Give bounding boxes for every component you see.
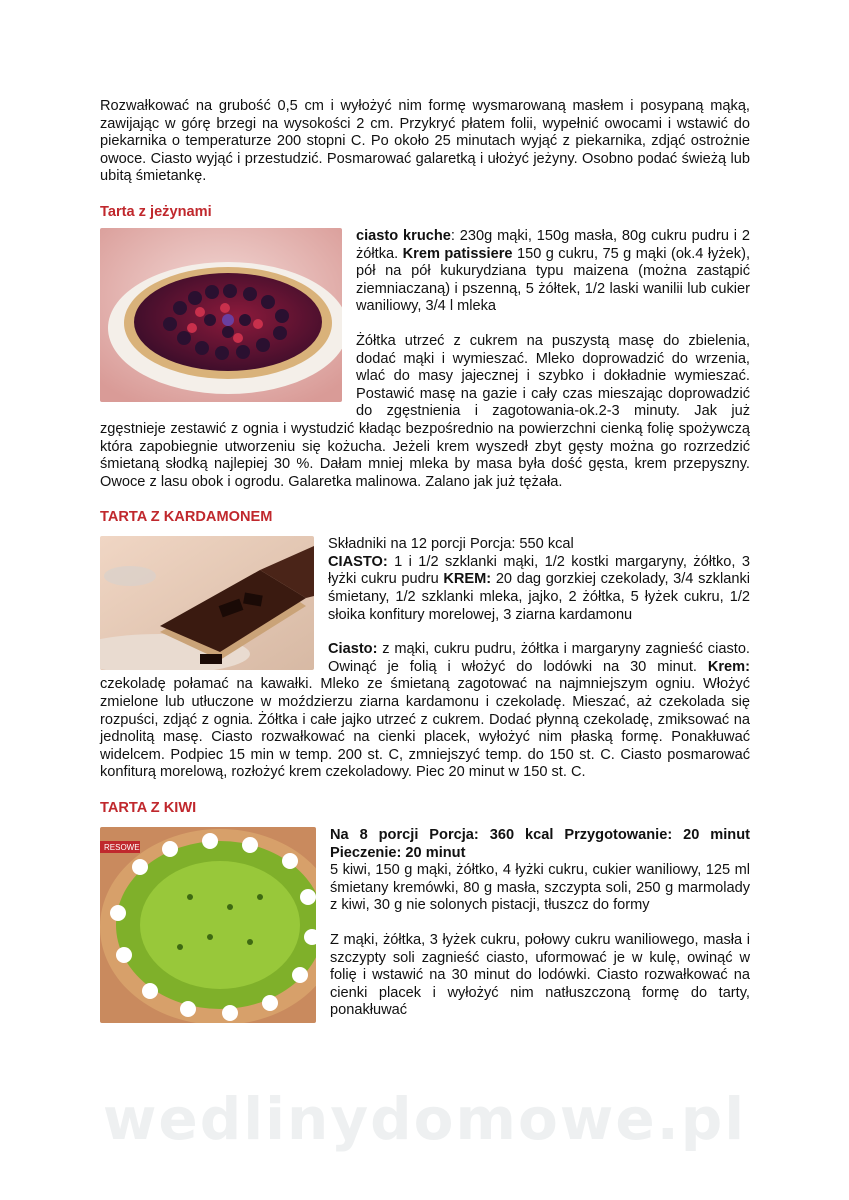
- recipe-title-blackberry: Tarta z jeżynami: [100, 203, 212, 220]
- kiwi-tart-photo: [100, 827, 316, 1023]
- intro-paragraph: Rozwałkować na grubość 0,5 cm i wyłożyć nim formę wysmarowaną masłem i posypaną mąką, zawijając w górę brzegi na wysokości 2 cm. Przykryć płatem folii, wypełnić owocami i wstawić do piekarnika o temperaturze 200 stopni C. Po około 25 minutach wyjąć z piekarnika, zdjąć ostrożnie owoce. Ciasto wyjąć i przestudzić. Posmarować galaretką i ułożyć jeżyny. Osobno podać świeżą lub ubitą śmietankę.: [100, 98, 750, 185]
- cardamom-portion: Składniki na 12 porcji Porcja: 550 kcal: [328, 536, 574, 553]
- blackberry-ingredients: ciasto kruche: 230g mąki, 150g masła, 80g cukru pudru i 2 żółtka. Krem patissiere 150 g cukru, 75 g mąki (ok.4 łyżek), pół na pół kukurydziana typu maizena (można zastąpić ziemniaczaną) i pszenną, 5 żółtek, 1/2 laski wanilii lub cukier waniliowy, 3/4 l mleka: [356, 227, 751, 315]
- blackberry-method: Żółtka utrzeć z cukrem na puszystą masę do zbielenia, dodać mąki i wymieszać. Mleko doprowadzić do wrzenia, wlać do masy jajecznej i szybko i dokładnie wymieszać. Postawić masę na gazie i cały czas mieszając doprowadzić do zgęstnienia i zagotowania-ok.2-3 minuty. Jak już zgęstnieje zestawić z ognia i wystudzić kładąc bezpośrednio na powierzchni cienką folię spożywczą która zapobiegnie utworzeniu się kożucha. Jeżeli krem wyszedł zbyt gęsty można go rozrzedzić śmietaną słodką najlepiej 30 %. Dałam mniej mleka by masa była dość gęsta, krem przepyszny. Owoce z lasu obok i ogrodu. Galaretka malinowa. Zalano jak już tężała.: [100, 332, 750, 490]
- cardamom-method: Ciasto: z mąki, cukru pudru, żółtka i margaryny zagnieść ciasto. Owinąć je folią i włożyć do lodówki na 30 minut. Krem: czekoladę połamać na kawałki. Mleko ze śmietaną zagotować na najmniejszym ogniu. Włożyć zmielone lub utłuczone w moździerzu ziarna kardamonu i czekoladę. Mieszać, aż czekolada się rozpuści, zdjąć z ognia. Żółtka i całe jajko utrzeć z cukrem. Dodać płynną czekoladę, zmiksować na jednolitą masę. Ciasto rozwałkować na cienki placek, wyłożyć nim płaską formę. Ponakłuwać widelcem. Podpiec 15 min w temp. 200 st. C, zmniejszyć temp. do 150 st. C. Ciasto posmarować konfiturą morelową, rozłożyć krem czekoladowy. Piec 20 minut w 150 st. C.: [100, 641, 750, 781]
- kiwi-ingredients: 5 kiwi, 150 g mąki, żółtko, 4 łyżki cukru, cukier waniliowy, 125 ml śmietany kremówki, 80 g masła, szczypta soli, 250 g marmolady z kiwi, 30 g nie solonych pistacji, tłuszcz do formy: [330, 862, 750, 914]
- recipe-title-cardamom: TARTA Z KARDAMONEM: [100, 509, 273, 526]
- kiwi-photo-label: RESOWE: [104, 843, 140, 852]
- document-page: [100, 98, 750, 1027]
- cardamom-ingredients: CIASTO: 1 i 1/2 szklanki mąki, 1/2 kostki margaryny, żółtko, 3 łyżki cukru pudru KREM: 20 dag gorzkiej czekolady, 3/4 szklanki śmietany, 1/2 szklanki mleka, jajko, 2 żółtka, 5 łyżek cukru, 1/2 słoika konfitury morelowej, 3 ziarna kardamonu: [328, 553, 750, 623]
- cardamom-tart-photo: [100, 536, 314, 670]
- recipe-title-kiwi: TARTA Z KIWI: [100, 800, 197, 816]
- kiwi-header: Na 8 porcji Porcja: 360 kcal Przygotowanie: 20 minut Pieczenie: 20 minut: [330, 827, 750, 861]
- kiwi-method: Z mąki, żółtka, 3 łyżek cukru, połowy cukru waniliowego, masła i szczypty soli zagnieść ciasto, uformować je w kulę, owinąć w folię i wstawić na 30 minut do lodówki. Ciasto rozwałkować na cienki placek i wyłożyć nim natłuszczoną formę do tarty, ponakłuwać: [330, 931, 750, 1019]
- watermark: wedlinydomowe.pl: [102, 1085, 747, 1153]
- blackberry-tart-photo: [100, 228, 342, 402]
